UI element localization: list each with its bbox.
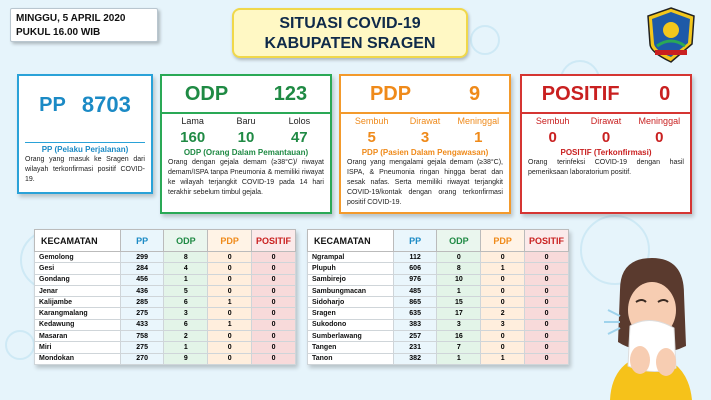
table-row: [35, 263, 296, 274]
pdp-meninggal-value: 1: [474, 129, 483, 146]
odp-cell: 7: [437, 342, 481, 353]
header-pdp: PDP: [481, 230, 525, 252]
odp-cell: 5: [164, 285, 208, 296]
header-odp: ODP: [437, 230, 481, 252]
kecamatan-cell: Gondang: [35, 274, 121, 285]
positif-meninggal-value: 0: [655, 129, 664, 146]
pp-cell: 275: [120, 342, 164, 353]
kecamatan-cell: Sragen: [308, 308, 394, 319]
kecamatan-cell: Kalijambe: [35, 297, 121, 308]
pdp-cell: 1: [208, 297, 252, 308]
odp-breakdown: [162, 114, 330, 146]
odp-card: [160, 74, 332, 214]
pdp-cell: 1: [481, 353, 525, 364]
odp-cell: 10: [437, 274, 481, 285]
pdp-cell: 0: [208, 285, 252, 296]
kecamatan-table-left: [34, 229, 296, 365]
kecamatan-cell: Ngrampal: [308, 252, 394, 263]
header-pp: PP: [120, 230, 164, 252]
header-kecamatan: KECAMATAN: [308, 230, 394, 252]
pdp-cell: 0: [481, 297, 525, 308]
pp-cell: 758: [120, 331, 164, 342]
kecamatan-cell: Jenar: [35, 285, 121, 296]
odp-cell: 6: [164, 297, 208, 308]
pp-cell: 284: [120, 263, 164, 274]
positif-value: 0: [659, 82, 671, 105]
table-header-row: [308, 230, 569, 252]
pp-header: [19, 76, 151, 134]
positif-breakdown: [522, 114, 690, 146]
positif-cell: 0: [252, 274, 296, 285]
positif-caption: POSITIF (Terkonfirmasi): [560, 148, 652, 157]
pp-description: Orang yang masuk ke Sragen dari wilayah terkonfirmasi positif COVID-19.: [25, 156, 145, 183]
pdp-cell: 2: [481, 308, 525, 319]
positif-sembuh-label: Sembuh: [535, 116, 570, 126]
table-row: [35, 308, 296, 319]
kecamatan-cell: Tangen: [308, 342, 394, 353]
pdp-cell: 1: [481, 263, 525, 274]
pdp-cell: 0: [208, 331, 252, 342]
odp-value: 123: [273, 82, 308, 105]
page-title: [232, 8, 468, 58]
pp-cell: 976: [393, 274, 437, 285]
positif-cell: 0: [525, 319, 569, 330]
positif-meninggal-label: Meninggal: [638, 116, 681, 126]
pdp-cell: 0: [208, 252, 252, 263]
positif-description: Orang terinfeksi COVID-19 dengan hasil pemeriksaan laboratorium positif.: [528, 159, 684, 176]
odp-cell: 1: [437, 353, 481, 364]
odp-lama-label: Lama: [181, 116, 204, 126]
pdp-cell: 0: [208, 263, 252, 274]
kecamatan-cell: Plupuh: [308, 263, 394, 274]
pp-cell: 231: [393, 342, 437, 353]
pp-card: [17, 74, 153, 194]
pdp-description: Orang yang mengalami gejala demam (≥38°C), ISPA, & Pneumonia ringan hingga berat dan sesak nafas. Serta memiliki riwayat terjangkit COVID-19/kontak dengan orang terkonfirmasi positif COVID-19.: [347, 159, 503, 206]
table-row: [308, 331, 569, 342]
positif-dirawat-label: Dirawat: [590, 116, 622, 126]
pdp-cell: 0: [481, 274, 525, 285]
positif-cell: 0: [252, 342, 296, 353]
table-row: [35, 319, 296, 330]
kecamatan-cell: Sambungmacan: [308, 285, 394, 296]
positif-cell: 0: [525, 263, 569, 274]
kecamatan-cell: Miri: [35, 342, 121, 353]
table-row: [35, 285, 296, 296]
odp-caption: ODP (Orang Dalam Pemantauan): [183, 148, 309, 157]
odp-cell: 9: [164, 353, 208, 364]
pdp-cell: 0: [208, 353, 252, 364]
pdp-cell: 0: [481, 331, 525, 342]
pdp-cell: 0: [481, 342, 525, 353]
positif-sembuh-value: 0: [548, 129, 557, 146]
odp-cell: 17: [437, 308, 481, 319]
pp-cell: 275: [120, 308, 164, 319]
kecamatan-table-right: [307, 229, 569, 365]
pp-key: PP: [39, 93, 66, 116]
positif-dirawat-value: 0: [601, 129, 611, 146]
positif-cell: 0: [525, 342, 569, 353]
pp-cell: 382: [393, 353, 437, 364]
header-positif: POSITIF: [252, 230, 296, 252]
kecamatan-cell: Kedawung: [35, 319, 121, 330]
odp-cell: 8: [164, 252, 208, 263]
table-row: [308, 319, 569, 330]
pp-divider: [25, 142, 145, 143]
table-row: [308, 308, 569, 319]
positif-card: [520, 74, 692, 214]
odp-cell: 3: [164, 308, 208, 319]
table-row: [308, 297, 569, 308]
pdp-value: 9: [468, 82, 481, 105]
odp-cell: 1: [164, 342, 208, 353]
odp-header: [162, 76, 330, 114]
kecamatan-cell: Sambirejo: [308, 274, 394, 285]
odp-cell: 1: [437, 285, 481, 296]
pp-cell: 383: [393, 319, 437, 330]
odp-cell: 8: [437, 263, 481, 274]
pp-cell: 270: [120, 353, 164, 364]
odp-cell: 16: [437, 331, 481, 342]
kecamatan-cell: Masaran: [35, 331, 121, 342]
title-line-2: KABUPATEN SRAGEN: [264, 35, 436, 52]
positif-cell: 0: [525, 331, 569, 342]
positif-cell: 0: [252, 331, 296, 342]
pdp-cell: 3: [481, 319, 525, 330]
title-line-1: SITUASI COVID-19: [279, 15, 421, 32]
positif-key: POSITIF: [541, 82, 620, 105]
positif-cell: 0: [525, 274, 569, 285]
sneezing-person-icon: [590, 250, 711, 400]
positif-cell: 0: [525, 353, 569, 364]
odp-cell: 2: [164, 331, 208, 342]
pp-cell: 635: [393, 308, 437, 319]
pp-cell: 865: [393, 297, 437, 308]
header-kecamatan: KECAMATAN: [35, 230, 121, 252]
header-positif: POSITIF: [525, 230, 569, 252]
odp-cell: 6: [164, 319, 208, 330]
date-time-box: [10, 8, 158, 42]
positif-cell: 0: [525, 285, 569, 296]
table-row: [35, 252, 296, 263]
odp-cell: 15: [437, 297, 481, 308]
pp-cell: 285: [120, 297, 164, 308]
odp-cell: 0: [437, 252, 481, 263]
pdp-card: [339, 74, 511, 214]
pdp-cell: 0: [481, 252, 525, 263]
header-pp: PP: [393, 230, 437, 252]
pdp-cell: 0: [208, 308, 252, 319]
odp-key: ODP: [184, 82, 229, 105]
table-row: [35, 342, 296, 353]
table-row: [308, 342, 569, 353]
table-row: [308, 263, 569, 274]
pdp-header: [341, 76, 509, 114]
pdp-cell: 0: [481, 285, 525, 296]
sragen-regency-emblem-icon: [645, 6, 697, 64]
positif-cell: 0: [525, 252, 569, 263]
pdp-cell: 0: [208, 274, 252, 285]
header-odp: ODP: [164, 230, 208, 252]
pdp-dirawat-value: 3: [420, 129, 430, 146]
table-row: [308, 285, 569, 296]
kecamatan-cell: Sukodono: [308, 319, 394, 330]
pdp-key: PDP: [369, 82, 412, 105]
kecamatan-cell: Mondokan: [35, 353, 121, 364]
pdp-sembuh-label: Sembuh: [354, 116, 389, 126]
kecamatan-cell: Gemolong: [35, 252, 121, 263]
date-label: MINGGU, 5 APRIL 2020: [16, 13, 126, 24]
pdp-breakdown: [341, 114, 509, 146]
table-row: [35, 297, 296, 308]
pp-caption: PP (Pelaku Perjalanan): [41, 145, 129, 154]
positif-cell: 0: [252, 297, 296, 308]
kecamatan-cell: Gesi: [35, 263, 121, 274]
positif-cell: 0: [252, 308, 296, 319]
time-label: PUKUL 16.00 WIB: [16, 27, 101, 38]
odp-cell: 3: [437, 319, 481, 330]
pp-cell: 112: [393, 252, 437, 263]
pp-cell: 456: [120, 274, 164, 285]
odp-baru-value: 10: [237, 129, 255, 146]
positif-cell: 0: [252, 285, 296, 296]
table-row: [35, 274, 296, 285]
kecamatan-cell: Sumberlawang: [308, 331, 394, 342]
positif-cell: 0: [252, 319, 296, 330]
positif-cell: 0: [252, 252, 296, 263]
header-pdp: PDP: [208, 230, 252, 252]
pdp-cell: 0: [208, 342, 252, 353]
positif-cell: 0: [525, 308, 569, 319]
table-row: [308, 252, 569, 263]
pp-value: 8703: [81, 92, 131, 117]
odp-lolos-label: Lolos: [288, 116, 311, 126]
pdp-sembuh-value: 5: [367, 129, 376, 146]
kecamatan-cell: Sidoharjo: [308, 297, 394, 308]
positif-cell: 0: [252, 263, 296, 274]
odp-lama-value: 160: [180, 129, 206, 146]
positif-cell: 0: [525, 297, 569, 308]
odp-baru-label: Baru: [236, 116, 256, 126]
table-row: [35, 353, 296, 364]
pp-cell: 257: [393, 331, 437, 342]
pdp-cell: 1: [208, 319, 252, 330]
pp-cell: 436: [120, 285, 164, 296]
odp-cell: 1: [164, 274, 208, 285]
positif-cell: 0: [252, 353, 296, 364]
odp-lolos-value: 47: [290, 129, 308, 146]
kecamatan-cell: Tanon: [308, 353, 394, 364]
positif-header: [522, 76, 690, 114]
kecamatan-cell: Karangmalang: [35, 308, 121, 319]
pp-cell: 433: [120, 319, 164, 330]
table-row: [308, 353, 569, 364]
pp-cell: 606: [393, 263, 437, 274]
table-row: [308, 274, 569, 285]
pp-cell: 299: [120, 252, 164, 263]
pdp-caption: PDP (Pasien Dalam Pengawasan): [361, 148, 489, 157]
odp-cell: 4: [164, 263, 208, 274]
table-header-row: [35, 230, 296, 252]
table-row: [35, 331, 296, 342]
pdp-dirawat-label: Dirawat: [409, 116, 441, 126]
pp-cell: 485: [393, 285, 437, 296]
odp-description: Orang dengan gejala demam (≥38°C)/ riwayat demam/ISPA tanpa Pneumonia & memiliki riwayat ke wilayah terjangkit COVID-19 pada 14 hari terakhir sebelum timbul gejala.: [168, 159, 324, 196]
pdp-meninggal-label: Meninggal: [457, 116, 500, 126]
